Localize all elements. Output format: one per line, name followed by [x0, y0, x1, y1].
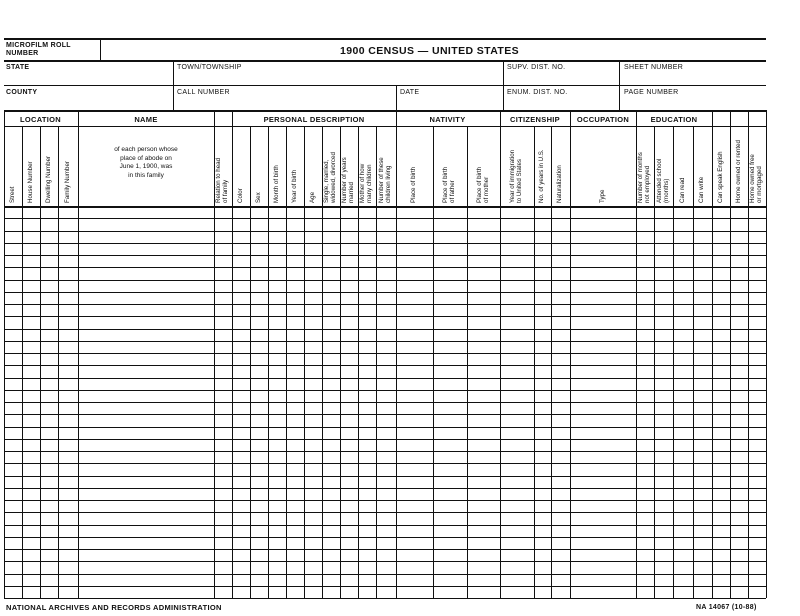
form-number: NA 14067 (10-88) [696, 604, 757, 611]
agency-footer: NATIONAL ARCHIVES AND RECORDS ADMINISTRATION [6, 603, 222, 612]
group-occupation: OCCUPATION [576, 115, 630, 124]
column-header-text: Year of immigration to United States [509, 149, 523, 203]
call-label: CALL NUMBER [177, 89, 230, 96]
enum-label: ENUM. DIST. NO. [507, 89, 568, 96]
name-column-subheader: of each person whose place of abode on June 1, 1900, was in this family [114, 146, 178, 179]
column-header-text: Home owned free or mortgaged [749, 154, 763, 203]
column-header-text: Can write [698, 176, 706, 203]
column-header-text: Attended school (months) [655, 158, 670, 203]
column-header-text: Age [308, 191, 316, 203]
column-header-text: Relation to head of family [215, 157, 229, 203]
column-header-text: Color [236, 188, 244, 203]
microfilm-label: MICROFILM ROLL NUMBER [6, 42, 71, 57]
column-header-text: Mother of how many children [359, 163, 373, 203]
column-header-text: Place of birth of father [442, 166, 456, 203]
column-header-text: Number of months not employed [637, 152, 651, 203]
group-nativity: NATIVITY [429, 115, 466, 124]
column-header-text: Month of birth [272, 165, 280, 203]
column-header-text: Street [8, 186, 16, 203]
group-location: LOCATION [19, 115, 61, 124]
column-header-text: Sex [254, 192, 262, 203]
form-title: 1900 CENSUS — UNITED STATES [340, 45, 520, 57]
supv-label: SUPV. DIST. NO. [507, 64, 566, 71]
column-header-text: Family Number [63, 161, 71, 203]
column-header-text: Year of birth [290, 169, 298, 203]
column-header-text: Place of birth [410, 166, 418, 203]
county-label: COUNTY [6, 89, 38, 96]
group-personal: PERSONAL DESCRIPTION [263, 115, 365, 124]
column-header-text: Naturalization [556, 165, 564, 203]
column-header-text: Home owned or rented [734, 140, 742, 203]
column-header-text: Place of birth of mother [475, 166, 490, 203]
group-citizenship: CITIZENSHIP [510, 115, 560, 124]
group-education: EDUCATION [650, 115, 698, 124]
state-label: STATE [6, 64, 30, 71]
column-header-text: Number of these children living [378, 157, 392, 203]
column-header-text: House Number [26, 161, 34, 203]
column-header-text: Dwelling Number [44, 155, 52, 203]
column-header-text: No. of years in U.S. [538, 149, 546, 203]
column-header-text: Type [598, 189, 606, 203]
sheet-label: SHEET NUMBER [624, 64, 684, 71]
page-label: PAGE NUMBER [624, 89, 679, 96]
town-label: TOWN/TOWNSHIP [177, 64, 242, 71]
column-header-text: Single, married, widowed, divorced [323, 152, 337, 203]
column-header-text: Can read [678, 177, 686, 203]
column-header-text: Number of years married [341, 157, 355, 203]
date-label: DATE [400, 89, 420, 96]
group-name: NAME [134, 115, 158, 124]
column-header-text: Can speak English [716, 151, 724, 203]
